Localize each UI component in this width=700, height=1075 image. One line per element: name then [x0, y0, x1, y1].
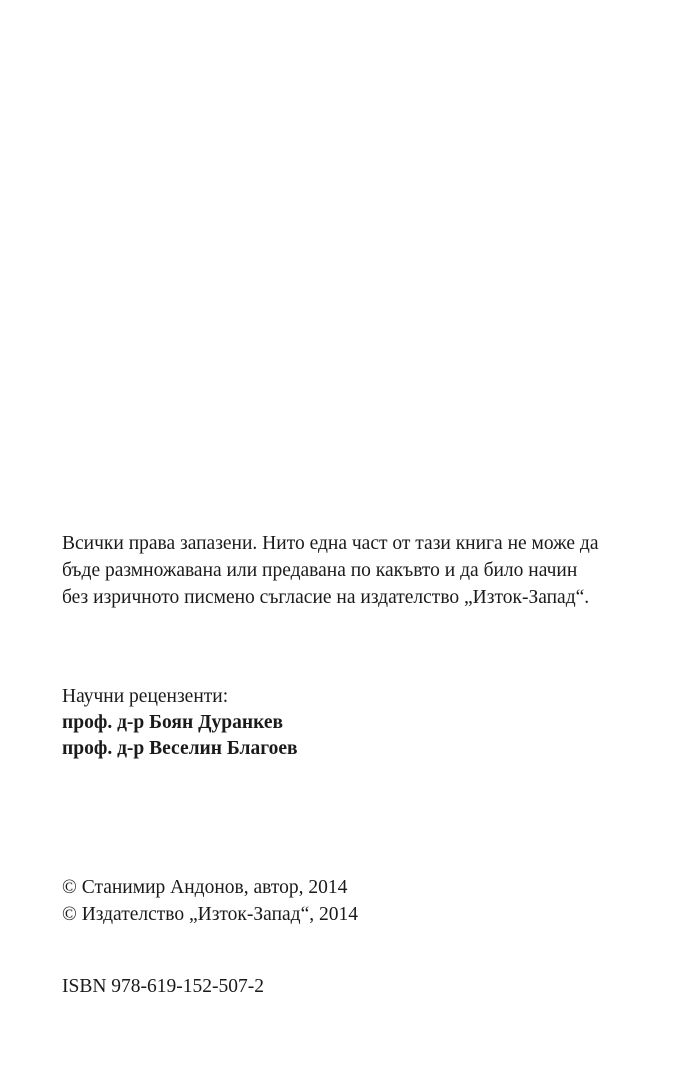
rights-notice: [62, 530, 662, 611]
reviewer-name: проф. д-р Веселин Благоев: [62, 738, 298, 759]
copyright-line: © Издателство „Изток-Запад“, 2014: [62, 904, 358, 925]
rights-notice-line: Всички права запазени. Нито една част от тази книга не може да: [62, 533, 599, 554]
reviewer-name: проф. д-р Боян Дуранкев: [62, 712, 284, 733]
rights-notice-line: бъде размножавана или предавана по какъвто и да било начин: [62, 560, 578, 581]
rights-notice-line: без изричното писмено съгласие на издателство „Изток-Запад“.: [62, 587, 590, 608]
isbn-number: ISBN 978-619-152-507-2: [62, 976, 265, 997]
reviewers-block: [62, 684, 298, 762]
copyright-block: [62, 874, 358, 928]
reviewers-heading: Научни рецензенти:: [62, 686, 229, 707]
copyright-line: © Станимир Андонов, автор, 2014: [62, 877, 348, 898]
